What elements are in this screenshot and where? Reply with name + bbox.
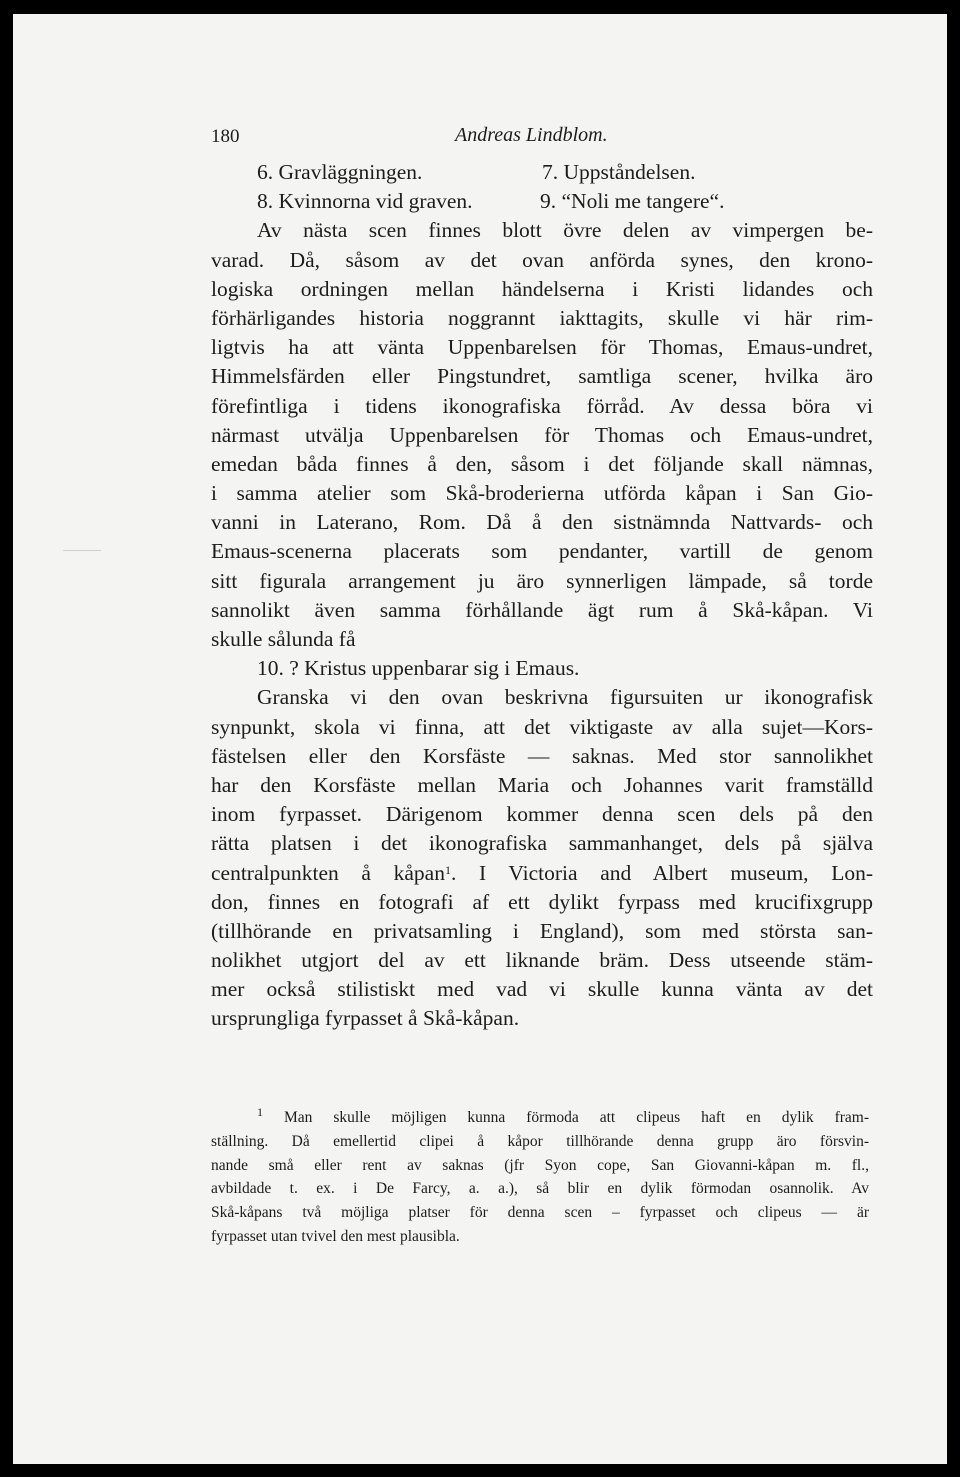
text-line: don, finnes en fotografi af ett dylikt fyrpass med krucifixgrupp [211, 889, 873, 914]
footnote-line: nande små eller rent av saknas (jfr Syon cope, San Giovanni-kåpan m. fl., [211, 1156, 869, 1174]
text-line: vanni in Laterano, Rom. Då å den sistnämnda Nattvards- och [211, 510, 873, 535]
page-number: 180 [211, 126, 240, 147]
text-line: rätta platsen i det ikonografiska sammanhanget, dels på själva [211, 831, 873, 856]
text-line: skulle sålunda få [211, 627, 356, 651]
text-line: fästelsen eller den Korsfäste — saknas. Med stor sannolikhet [211, 743, 873, 768]
text-line: förhärligandes historia noggrannt iakttagits, skulle vi här rim- [211, 305, 873, 330]
text-line: (tillhörande en privatsamling i England), som med största san- [211, 918, 873, 943]
text-line: sannolikt även samma förhållande ägt rum å Skå-kåpan. Vi [211, 597, 873, 622]
list-row [211, 187, 873, 216]
running-head: Andreas Lindblom. [455, 124, 608, 146]
list-item: 9. “Noli me tangere“. [540, 189, 725, 214]
text-line: Himmelsfärden eller Pingstundret, samtliga scener, hvilka äro [211, 364, 873, 389]
text-line: Emaus-scenerna placerats som pendanter, vartill de genom [211, 539, 873, 564]
text-line: emedan båda finnes å den, såsom i det följande skall nämnas, [211, 451, 873, 476]
text-line: ursprungliga fyrpasset å Skå-kåpan. [211, 1006, 520, 1031]
footnote-ref: 1 [444, 862, 451, 877]
text-line: logiska ordningen mellan händelserna i Kristi lidandes och [211, 276, 873, 301]
text-line: nolikhet utgjort del av ett liknande bräm. Dess utseende stäm- [211, 948, 873, 973]
text-line: närmast utvälja Uppenbarelsen för Thomas och Emaus-undret, [211, 422, 873, 447]
text-line: sitt figurala arrangement ju äro synnerligen lämpade, så torde [211, 568, 873, 593]
footnote-line: avbildade t. ex. i De Farcy, a. a.), så blir en dylik förmodan osannolik. Av [211, 1180, 869, 1198]
text-line: ligtvis ha att vänta Uppenbarelsen för Thomas, Emaus-undret, [211, 335, 873, 360]
list-item: 6. Gravläggningen. [257, 160, 423, 184]
footnote-line: ställning. Då emellertid clipei å kåpor tillhörande denna grupp äro försvin- [211, 1132, 869, 1150]
scan-artifact [63, 550, 101, 551]
list-row [211, 158, 873, 187]
footnote-line: fyrpasset utan tvivel den mest plausibla. [211, 1227, 460, 1245]
text-line: Granska vi den ovan beskrivna figursuiten ur ikonografisk [257, 685, 873, 710]
list-item-10: 10. ? Kristus uppenbarar sig i Emaus. [257, 656, 580, 681]
paragraph [211, 216, 873, 654]
text-line: Av nästa scen finnes blott övre delen av vimpergen be- [257, 218, 873, 243]
footnote [211, 1106, 869, 1249]
text-line: i samma atelier som Skå-broderierna utförda kåpan i San Gio- [211, 481, 873, 506]
book-page [13, 14, 947, 1464]
page-header [211, 120, 879, 150]
footnote-line: $^1$ Man skulle möjligen kunna förmoda att clipeus haft en dylik fram- [257, 1105, 869, 1126]
footnote-marker: 1 [257, 1105, 263, 1119]
text-line: mer också stilistiskt med vad vi skulle kunna vänta av det [211, 977, 873, 1002]
text-line: har den Korsfäste mellan Maria och Johannes varit framställd [211, 772, 873, 797]
body-text [211, 158, 873, 1034]
list-item: 7. Uppståndelsen. [542, 160, 696, 184]
footnote-line: Skå-kåpans två möjliga platser för denna scen – fyrpasset och clipeus — är [211, 1204, 869, 1222]
text-line: synpunkt, skola vi finna, att det viktigaste av alla sujet—Kors- [211, 714, 873, 739]
text-line: inom fyrpasset. Därigenom kommer denna scen dels på den [211, 802, 873, 827]
paragraph [211, 683, 873, 1033]
text-line: varad. Då, såsom av det ovan anförda synes, den krono- [211, 247, 873, 272]
list-item: 8. Kvinnorna vid graven. [257, 189, 473, 214]
text-line: förefintliga i tidens ikonografiska förråd. Av dessa böra vi [211, 393, 873, 418]
text-line: centralpunkten å kåpan$^1$. I Victoria and Albert museum, Lon- [211, 860, 873, 885]
